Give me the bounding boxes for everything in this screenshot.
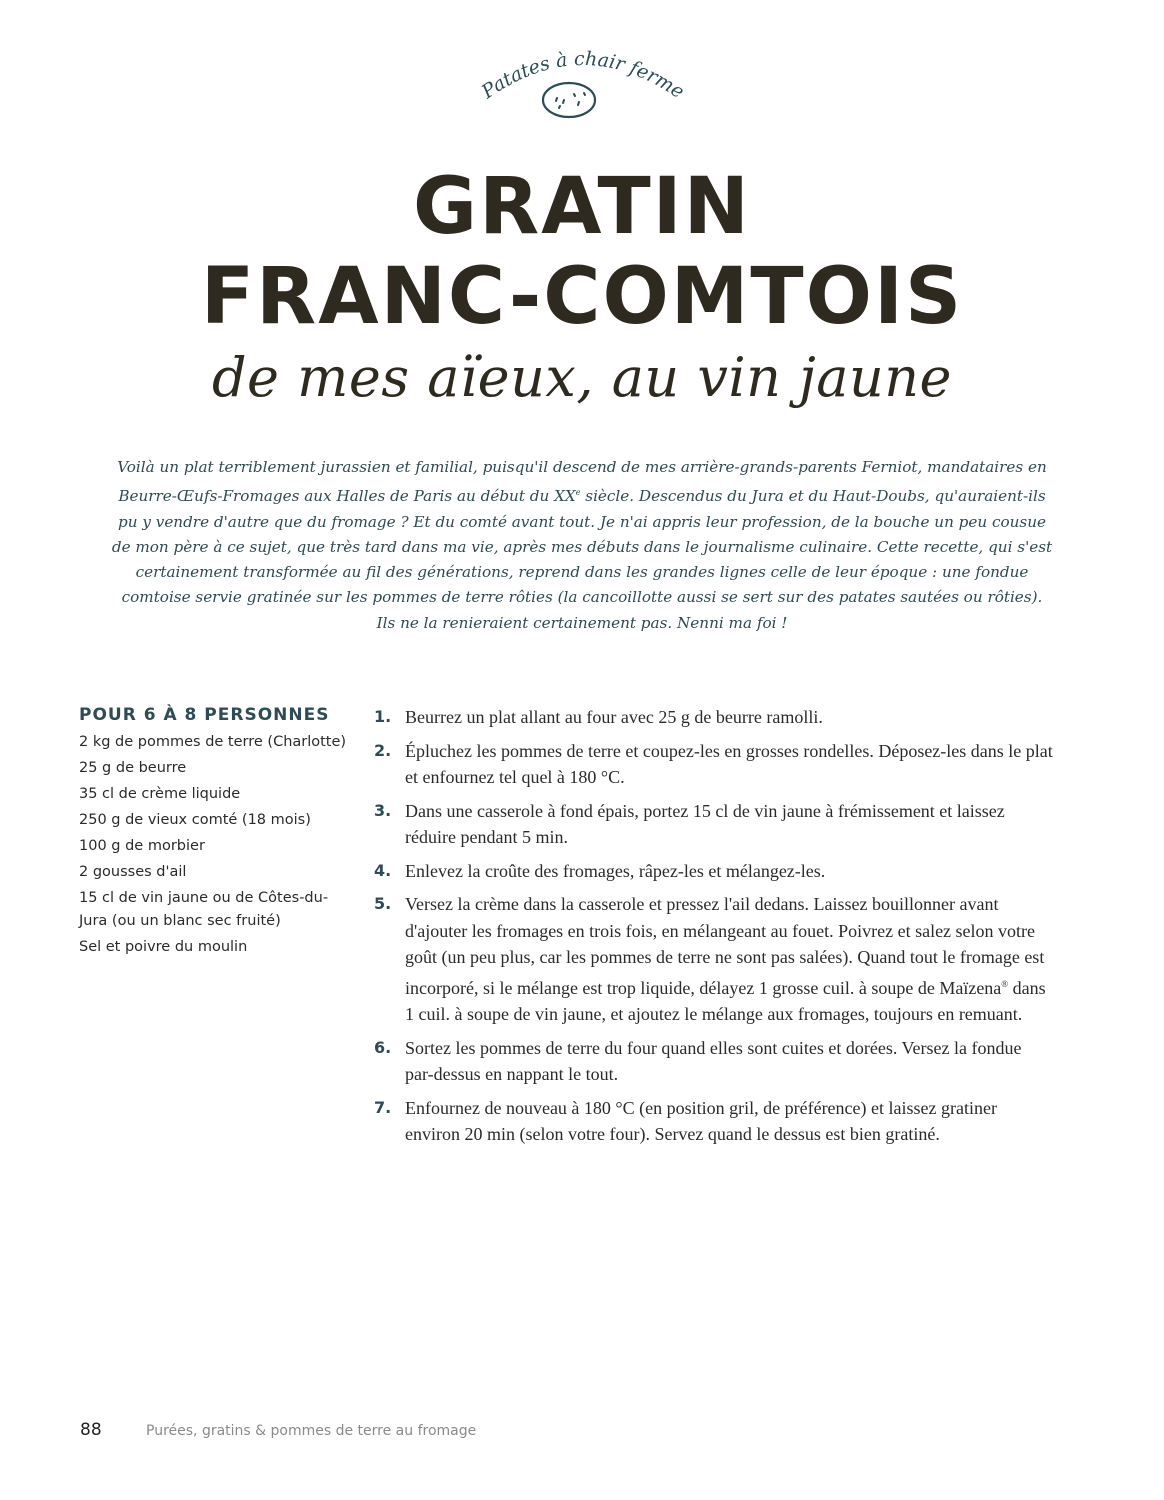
ingredient-item: 2 kg de pommes de terre (Charlotte) bbox=[79, 734, 347, 750]
title-line-1: GRATIN bbox=[413, 162, 751, 252]
intro-superscript: e bbox=[575, 488, 581, 498]
title-line-2: FRANC-COMTOIS bbox=[200, 252, 964, 342]
step-number: 7. bbox=[374, 1097, 392, 1117]
chapter-title: Purées, gratins & pommes de terre au fromage bbox=[146, 1423, 477, 1439]
intro-text-part1: Voilà un plat terriblement jurassien et familial, puisqu'il descend de mes arrière-grands-parents Ferniot, mandataires en Beurre-Œufs-Fromages aux Halles de Paris au début du XX bbox=[117, 458, 1047, 506]
step-text: Dans une casserole à fond épais, portez 15 cl de vin jaune à frémissement et laissez réduire pendant 5 min. bbox=[405, 800, 1005, 847]
recipe-subtitle: de mes aïeux, au vin jaune bbox=[211, 346, 953, 409]
step-item bbox=[374, 798, 1054, 851]
step-item bbox=[374, 704, 1054, 731]
ingredient-item: 250 g de vieux comté (18 mois) bbox=[79, 812, 311, 828]
potato-icon bbox=[458, 34, 708, 134]
step-item bbox=[374, 1035, 1054, 1088]
svg-text:Patates à chair ferme bbox=[477, 48, 688, 104]
step-number: 2. bbox=[374, 740, 392, 760]
ingredient-item: 100 g de morbier bbox=[79, 838, 205, 854]
step-text-part1: Versez la crème dans la casserole et pressez l'ail dedans. Laissez bouillonner avant d'ajouter les fromages en trois fois, en mélangeant au fouet. Poivrez et salez selon votre goût (un peu plus, car les pommes de terre ne sont pas salées). Quand tout le fromage est incorporé, si le mélange est trop liquide, délayez 1 grosse cuil. à soupe de Maïzena bbox=[405, 894, 1045, 998]
intro-text-part2: siècle. Descendus du Jura et du Haut-Doubs, qu'auraient-ils pu y vendre d'autre que du fromage ? Et du comté avant tout. Je n'ai appris leur profession, de la bouche un peu cousue de mon père à ce sujet, que très tard dans ma vie, après mes débuts dans le journalisme culinaire. Cette recette, qui s'est certainement transformée au fil des générations, reprend dans les grandes lignes celle de leur époque : une fondue comtoise servie gratinée sur les pommes de terre rôties (la cancoillotte aussi se sert sur des patates sautées ou rôties). Ils ne la renieraient certainement pas. Nenni ma foi ! bbox=[111, 487, 1053, 632]
ingredient-item: 15 cl de vin jaune ou de Côtes-du-Jura (ou un blanc sec fruité) bbox=[79, 890, 329, 929]
step-number: 3. bbox=[374, 800, 392, 820]
step-text-part2: dans 1 cuil. à soupe de vin jaune, et ajoutez le mélange aux fromages, toujours en remuant. bbox=[405, 977, 1046, 1024]
badge-label: Patates à chair ferme bbox=[477, 47, 689, 104]
registered-mark: ® bbox=[1001, 978, 1009, 989]
step-item bbox=[374, 891, 1054, 1028]
step-item bbox=[374, 738, 1054, 791]
ingredients-list bbox=[79, 705, 349, 962]
step-text bbox=[405, 891, 1054, 1028]
step-number: 1. bbox=[374, 707, 392, 726]
ingredient-item: 25 g de beurre bbox=[79, 760, 187, 776]
ingredient-item: 2 gousses d'ail bbox=[79, 864, 187, 880]
method-steps bbox=[374, 704, 1054, 1155]
step-text: Épluchez les pommes de terre et coupez-les en grosses rondelles. Déposez-les dans le plat et enfournez tel quel à 180 °C. bbox=[405, 740, 1053, 787]
step-item bbox=[374, 1095, 1054, 1148]
step-text: Enfournez de nouveau à 180 °C (en position gril, de préférence) et laissez gratiner environ 20 min (selon votre four). Servez quand le dessus est bien gratiné. bbox=[405, 1097, 997, 1144]
page-footer bbox=[80, 1420, 476, 1440]
step-text: Sortez les pommes de terre du four quand elles sont cuites et dorées. Versez la fondue par-dessus en nappant le tout. bbox=[405, 1037, 1022, 1084]
step-number: 6. bbox=[374, 1037, 392, 1057]
step-text: Enlevez la croûte des fromages, râpez-les et mélangez-les. bbox=[405, 860, 826, 881]
ingredient-item: 35 cl de crème liquide bbox=[79, 786, 241, 802]
step-item bbox=[374, 858, 1054, 885]
step-text: Beurrez un plat allant au four avec 25 g de beurre ramolli. bbox=[405, 707, 823, 727]
page-number: 88 bbox=[80, 1420, 102, 1440]
intro-paragraph bbox=[110, 455, 1054, 636]
servings-heading: POUR 6 À 8 PERSONNES bbox=[79, 705, 330, 725]
ingredient-item: Sel et poivre du moulin bbox=[79, 938, 248, 955]
step-number: 5. bbox=[374, 894, 392, 913]
step-number: 4. bbox=[374, 860, 392, 880]
category-badge bbox=[458, 34, 708, 134]
